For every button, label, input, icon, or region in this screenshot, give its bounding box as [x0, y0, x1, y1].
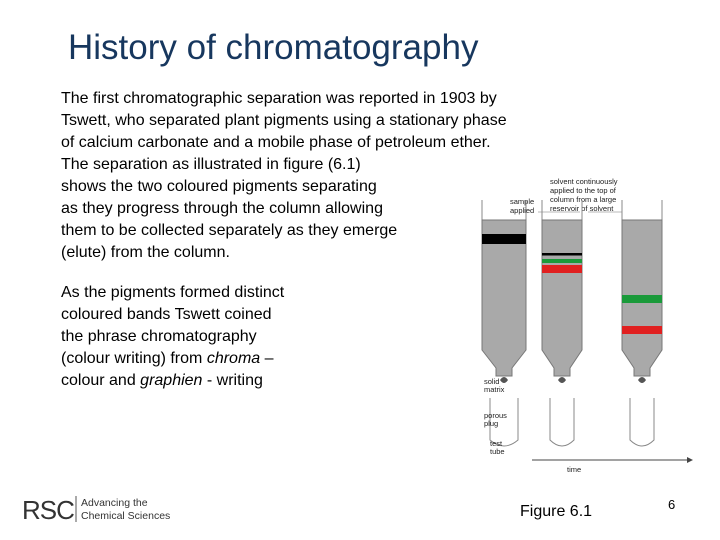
label-sample-line2: applied — [510, 206, 535, 215]
text-line: The first chromatographic separation was reported in 1903 by — [61, 90, 497, 107]
text-line: as they progress through the column allowing — [61, 200, 383, 217]
logo-mark: RSC — [22, 495, 74, 525]
sample-band — [482, 234, 526, 244]
label-tube-line1: test — [490, 439, 503, 448]
label-solvent-line4: reservoir of solvent — [550, 204, 614, 213]
text-line — [61, 370, 284, 392]
label-solvent-line3: column from a large — [550, 195, 617, 204]
logo-line1: Advancing the — [81, 497, 148, 509]
text-run: – — [260, 350, 274, 367]
label-tube-line2: tube — [490, 447, 505, 456]
column-initial — [482, 200, 526, 446]
text-line: of calcium carbonate and a mobile phase of petroleum ether. — [61, 134, 491, 151]
chromatography-column-figure — [460, 168, 700, 478]
sample-line — [542, 253, 582, 256]
column-middle — [542, 200, 582, 446]
etymology-paragraph — [61, 282, 284, 392]
column-separated — [622, 200, 662, 446]
drip-drop — [500, 377, 508, 383]
rsc-logo — [22, 492, 182, 526]
page-number: 6 — [668, 497, 676, 512]
red-band — [622, 326, 662, 334]
text-run: (colour writing) from — [61, 350, 207, 367]
text-line — [61, 348, 284, 370]
column-body — [542, 220, 582, 376]
text-line: the phrase chromatography — [61, 328, 257, 345]
text-line: coloured bands Tswett coined — [61, 306, 272, 323]
label-plug-line1: porous — [484, 411, 507, 420]
green-band — [622, 295, 662, 303]
text-line: As the pigments formed distinct — [61, 284, 285, 301]
italic-term-graphien: graphien — [140, 372, 203, 389]
green-band — [542, 259, 582, 263]
text-run: colour and — [61, 372, 141, 389]
logo-line2: Chemical Sciences — [81, 510, 171, 522]
drip-drop — [558, 377, 566, 383]
label-matrix-line2: matrix — [484, 385, 505, 394]
intro-paragraph — [61, 88, 507, 264]
text-line: them to be collected separately as they emerge — [61, 222, 398, 239]
text-run: - writing — [202, 372, 263, 389]
italic-term-chroma: chroma — [206, 350, 261, 367]
text-line: shows the two coloured pigments separating — [61, 178, 377, 195]
label-sample-line1: sample — [510, 197, 535, 206]
figure-caption: Figure 6.1 — [520, 503, 593, 520]
label-matrix-line1: solid — [484, 377, 500, 386]
page-title: History of chromatography — [68, 28, 479, 67]
label-solvent-line1: solvent continuously — [550, 177, 618, 186]
test-tube — [550, 398, 574, 446]
red-band — [542, 265, 582, 273]
test-tube — [630, 398, 654, 446]
label-plug-line2: plug — [484, 419, 499, 428]
text-line: (elute) from the column. — [61, 244, 230, 261]
text-line: The separation as illustrated in figure (6.1) — [61, 156, 361, 173]
label-time: time — [567, 465, 582, 474]
drip-drop — [638, 377, 646, 383]
label-solvent-line2: applied to the top of — [550, 186, 616, 195]
text-line: Tswett, who separated plant pigments using a stationary phase — [61, 112, 507, 129]
